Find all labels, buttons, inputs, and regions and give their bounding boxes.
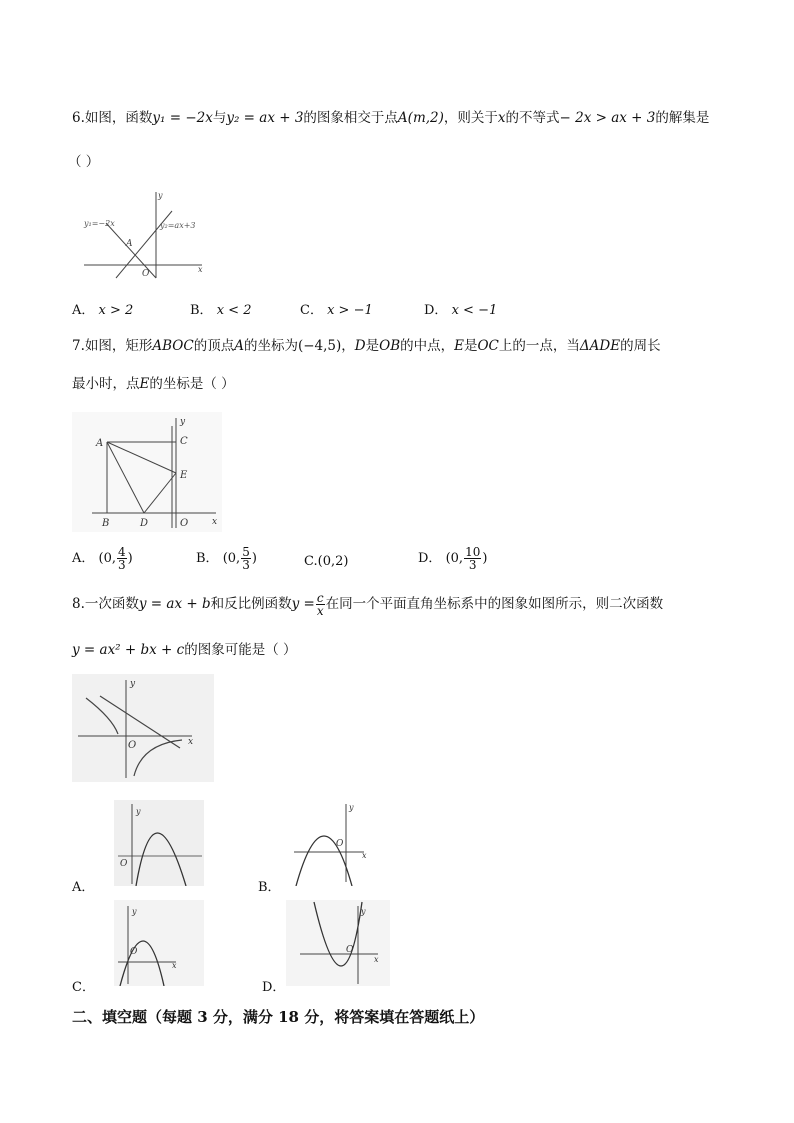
q7-stem-line2: 最小时，点E的坐标是（ ） [72,376,235,392]
q7-option-d-frac: $\frac{10}{3}$ [465,545,481,572]
svg-text:O: O [120,859,128,869]
q7-option-a: A． (0, $\frac{4}{3}$ ) [72,545,133,572]
q7-label-o: O [180,518,189,529]
svg-text:y: y [136,807,141,816]
q6-option-b: B． x < 2 [190,303,252,318]
q8-label-y: y [130,679,136,689]
q8-stem-line2: y = ax² + bx + c的图象可能是（ ） [72,642,297,658]
q8-option-b-parabola [296,836,352,886]
q6-option-d: D． x < −1 [424,303,498,318]
q7-label-b: B [102,518,110,529]
q8-option-a-label: A． [72,880,95,895]
svg-text:y: y [349,803,354,812]
q6-label-y1: y₁=−2x [84,219,115,228]
q7-label-x: x [212,517,218,527]
q8-option-b-label: B． [258,880,281,895]
q7-label-y: y [180,417,186,427]
q6-label-x: x [198,265,203,274]
q7-label-d: D [140,518,149,529]
q7-label-e: E [180,470,188,481]
q8-option-b-figure [292,800,376,886]
q7-option-d: D． (0, $\frac{10}{3}$ ) [418,545,488,572]
q6-label-y: y [158,191,163,200]
q6-option-c: C． x > −1 [300,303,373,318]
svg-text:O: O [130,947,138,957]
q7-label-c: C [180,436,188,447]
q8-option-a-figure [114,800,204,886]
q8-stem: 8.一次函数y = ax + b和反比例函数y = $\frac{c}{x}$ 在同一个平面直角坐标系中的图象如图所示，则二次函数 [72,591,664,618]
q7-option-b: B． (0, $\frac{5}{3}$ ) [196,545,257,572]
q8-main-figure [72,674,214,782]
q7-label-a: A [96,438,104,449]
svg-text:y: y [132,907,137,916]
svg-text:x: x [374,955,379,964]
svg-text:x: x [172,961,177,970]
q6-stem: 6.如图，函数y₁ = −2x与y₂ = ax + 3的图象相交于点A(m,2)，则关于x的不等式− 2x > ax + 3的解集是 [72,110,710,126]
q7-option-c: C.(0,2) [304,554,349,569]
q6-label-a: A [126,239,133,249]
svg-text:y: y [361,907,366,916]
section-2-title: 二、填空题（每题 3 分，满分 18 分，将答案填在答题纸上） [72,1008,485,1026]
q6-answer-paren: （ ） [68,154,100,170]
q8-label-o: O [128,740,137,751]
q6-figure [80,186,210,281]
q7-option-b-frac: $\frac{5}{3}$ [242,545,250,572]
q8-label-x: x [188,737,194,747]
q8-option-d-label: D． [262,980,286,995]
q7-option-a-frac: $\frac{4}{3}$ [118,545,126,572]
q8-option-c-figure [114,900,204,986]
q8-option-d-figure [286,900,390,986]
svg-text:O: O [346,945,354,955]
q6-option-a: A． x > 2 [72,303,134,318]
q7-figure [72,412,222,532]
svg-text:x: x [362,851,367,860]
q6-label-o: O [142,269,150,279]
q8-option-c-label: C． [72,980,95,995]
q8-inverse-frac: $\frac{c}{x}$ [316,591,324,618]
q7-stem: 7.如图，矩形ABOC的顶点A的坐标为(−4,5)，D是OB的中点，E是OC上的一点，当ΔADE的周长 [72,338,661,354]
q6-label-y2: y₂=ax+3 [160,221,196,230]
svg-text:O: O [336,839,344,849]
